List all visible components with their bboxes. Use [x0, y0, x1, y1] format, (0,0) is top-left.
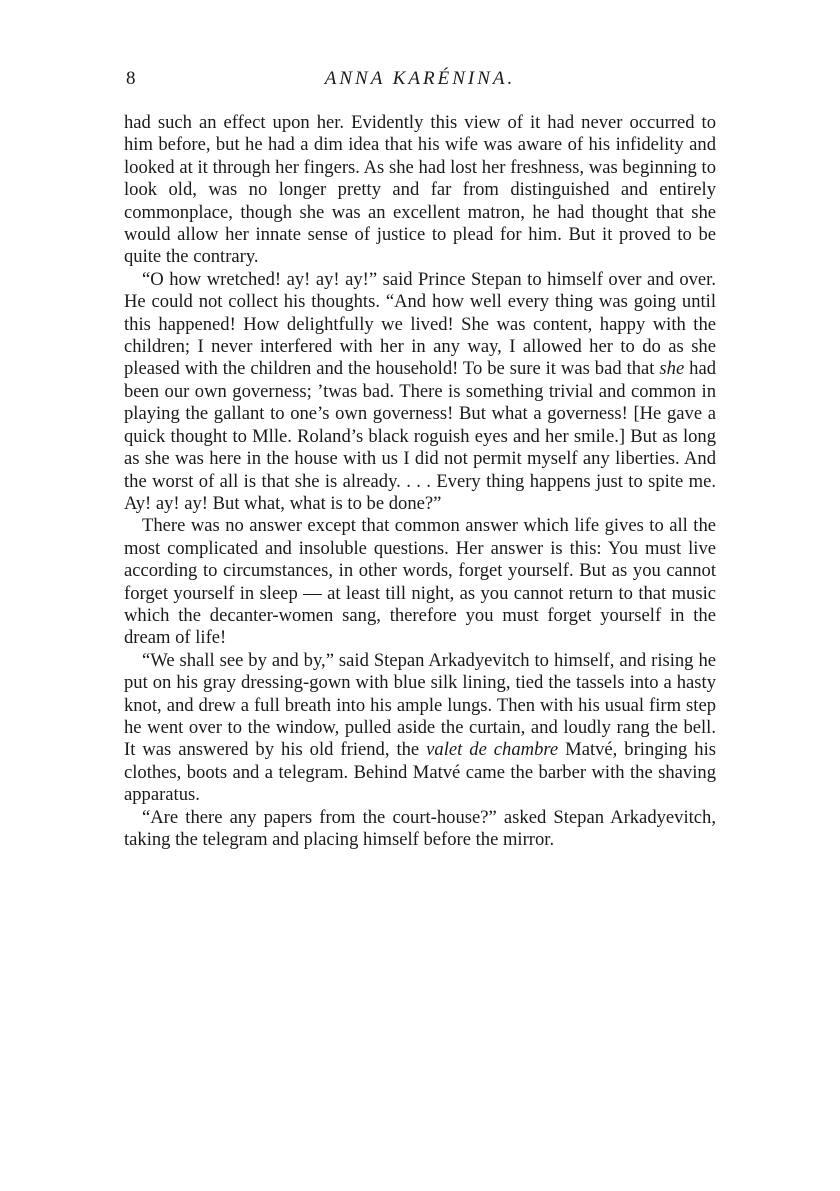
body-text	[124, 112, 716, 851]
paragraph-text: “O how wretched! ay! ay! ay!” said Prince Stepan to himself over and over. He could not collect his thoughts. “And how well every thing was going until this happened! How delightfully we lived! She was content, happy with the children; I never interfered with her in any way, I allowed her to do as she pleased with the children and the household! To be sure it was bad that	[124, 268, 716, 380]
paragraph-monologue	[124, 269, 716, 515]
paragraph-rising	[124, 650, 716, 807]
running-head	[124, 62, 716, 96]
paragraph-continued	[124, 112, 716, 269]
paragraph-text: had been our own governess; ’twas bad. There is something trivial and common in playing the gallant to one’s own governess! But what a governess! [He gave a quick thought to Mlle. Roland’s black roguish eyes and her smile.] But as long as she was here in the house with us I did not permit myself any liberties. And the worst of all is that she is already. . . . Every thing happens just to spite me. Ay! ay! ay! But what, what is to be done?”	[124, 358, 716, 514]
page-number: 8	[126, 68, 136, 89]
paragraph-answer	[124, 515, 716, 649]
italic-emphasis: she	[659, 358, 685, 380]
running-title: ANNA KARÉNINA.	[324, 68, 516, 89]
paragraph-text: had such an effect upon her. Evidently this view of it had never occurred to him before, but he had a dim idea that his wife was aware of his infidelity and looked at it through her fingers. As she had lost her freshness, was beginning to look old, was no longer pretty and far from distinguished and entirely commonplace, though she was an excellent matron, he had thought that she would allow her innate sense of justice to plead for him. But it proved to be quite the contrary.	[124, 112, 716, 268]
paragraph-text: There was no answer except that common answer which life gives to all the most complicated and insoluble questions. Her answer is this: You must live according to circumstances, in other words, forget yourself. But as you cannot forget yourself in sleep — at least till night, as you cannot return to that music which the decanter-women sang, therefore you must forget yourself in the dream of life!	[124, 515, 716, 649]
paragraph-papers	[124, 807, 716, 852]
paragraph-text: Matvé, bringing his clothes, boots and a telegram. Behind Matvé came the barber with the shaving apparatus.	[124, 739, 716, 806]
book-page	[124, 62, 716, 851]
italic-emphasis: valet de chambre	[426, 739, 559, 761]
paragraph-text: “We shall see by and by,” said Stepan Arkadyevitch to himself, and rising he put on his gray dressing-gown with blue silk lining, tied the tassels into a hasty knot, and drew a full breath into his ample lungs. Then with his usual firm step he went over to the window, pulled aside the curtain, and loudly rang the bell. It was answered by his old friend, the	[124, 649, 716, 761]
paragraph-text: “Are there any papers from the court-house?” asked Stepan Arkadyevitch, taking the telegram and placing himself before the mirror.	[124, 806, 716, 850]
